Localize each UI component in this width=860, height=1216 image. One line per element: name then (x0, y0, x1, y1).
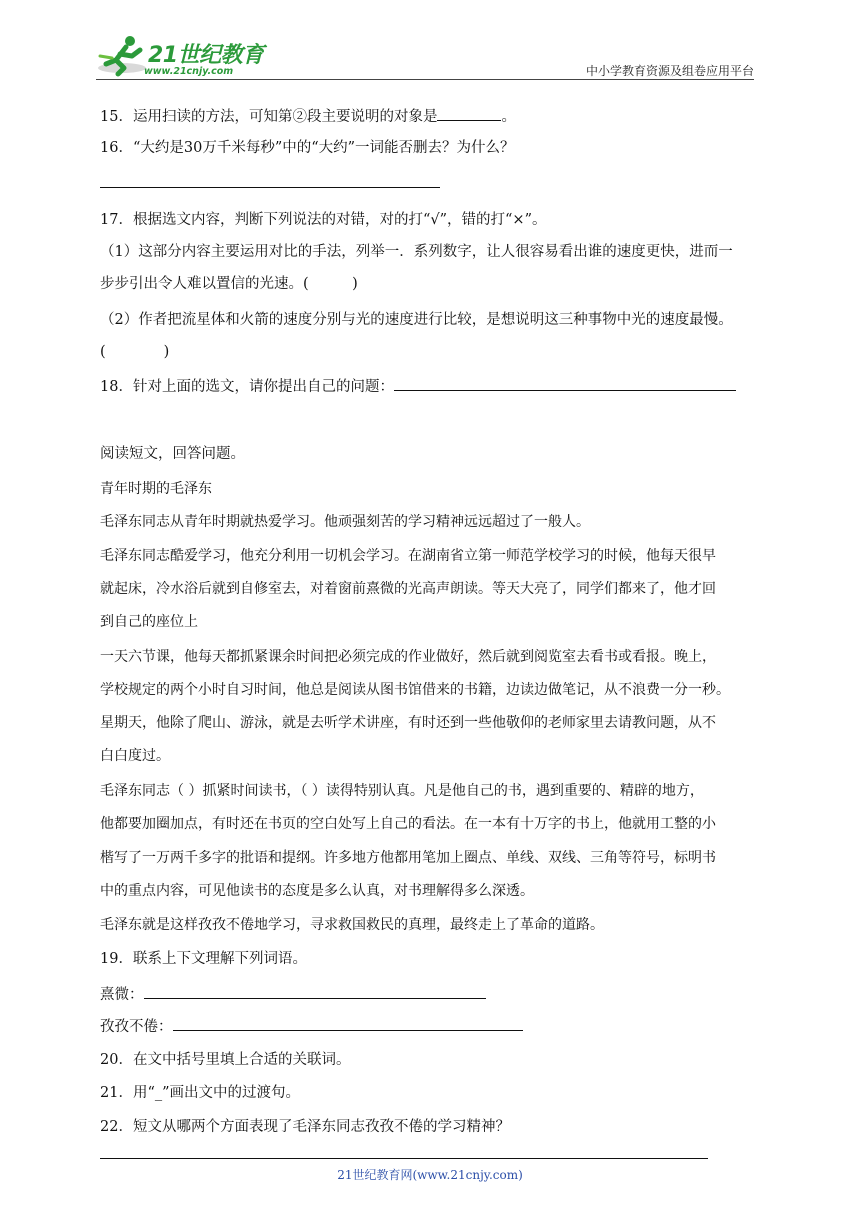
question-18 (100, 376, 736, 397)
question-17: 17．根据选文内容，判断下列说法的对错，对的打“√”，错的打“×”。 (100, 212, 547, 228)
term-zizibujuan: 孜孜不倦： (100, 1019, 173, 1035)
reading-instruction: 阅读短文，回答问题。 (100, 446, 245, 462)
passage-p2-line: 到自己的座位上 (100, 614, 198, 630)
answer-blank-zizibujuan[interactable] (173, 1016, 523, 1031)
passage-p3-line: 学校规定的两个小时自习时间，他总是阅读从图书馆借来的书籍，边读边做笔记，从不浪费一分一秒。 (100, 682, 730, 698)
passage-title: 青年时期的毛泽东 (100, 481, 212, 497)
question-17-2-line1: （2）作者把流星体和火箭的速度分别与光的速度进行比较，是想说明这三种事物中光的速度最慢。 (100, 312, 733, 328)
question-17-1-line2[interactable]: 步步引出令人难以置信的光速。( ) (100, 276, 358, 292)
header-divider (96, 79, 754, 80)
term-ximei: 熹微： (100, 987, 144, 1003)
passage-p3-line: 一天六节课，他每天都抓紧课余时间把必须完成的作业做好，然后就到阅览室去看书或看报。晚上， (100, 649, 716, 665)
logo-url: www.21cnjy.com (144, 66, 234, 77)
question-17-1-line1: （1）这部分内容主要运用对比的手法，列举一．系列数字，让人很容易看出谁的速度更快，进而一 (100, 244, 733, 260)
question-19-b (100, 1016, 523, 1037)
passage-p4-line: 他都要加圈加点，有时还在书页的空白处写上自己的看法。在一本有十万字的书上，他就用工整的小 (100, 816, 716, 832)
answer-blank-18[interactable] (394, 376, 736, 391)
question-16: 16．“大约是30万千米每秒”中的“大约”一词能否删去？为什么？ (100, 140, 515, 156)
footer-text[interactable]: 21世纪教育网(www.21cnjy.com) (337, 1168, 523, 1182)
question-15-end: 。 (501, 109, 516, 125)
question-20: 20．在文中括号里填上合适的关联词。 (100, 1052, 351, 1068)
question-15 (100, 106, 516, 127)
passage-p2-line: 毛泽东同志酷爱学习，他充分利用一切机会学习。在湖南省立第一师范学校学习的时候，他每天很早 (100, 548, 716, 564)
header-platform-text: 中小学教育资源及组卷应用平台 (585, 64, 754, 78)
question-21: 21．用“_”画出文中的过渡句。 (100, 1085, 301, 1101)
passage-p2-line: 就起床，冷水浴后就到自修室去，对着窗前熹微的光高声朗读。等天大亮了，同学们都来了，他才回 (100, 581, 716, 597)
question-19-a (100, 984, 486, 1005)
passage-p4-line: 楷写了一万两千多字的批语和提纲。许多地方他都用笔加上圈点、单线、双线、三角等符号，标明书 (100, 850, 716, 866)
passage-p3-line: 星期天，他除了爬山、游泳，就是去听学术讲座，有时还到一些他敬仰的老师家里去请教问题，从不 (100, 715, 716, 731)
answer-blank-ximei[interactable] (144, 984, 486, 999)
question-17-2-line2[interactable]: ( ) (100, 344, 170, 360)
passage-p4-line: 中的重点内容，可见他读书的态度是多么认真，对书理解得多么深透。 (100, 883, 534, 899)
answer-line-22[interactable] (100, 1158, 708, 1159)
passage-p4-line: 毛泽东同志（ ）抓紧时间读书，（ ）读得特别认真。凡是他自己的书，遇到重要的、精辟的地方， (100, 783, 704, 799)
logo-text: 21世纪教育 (148, 43, 264, 68)
passage-p3-line: 白白度过。 (100, 748, 170, 764)
passage-paragraph-1: 毛泽东同志从青年时期就热爱学习。他顽强刻苦的学习精神远远超过了一般人。 (100, 514, 590, 530)
question-15-text: 15．运用扫读的方法，可知第②段主要说明的对象是 (100, 109, 438, 125)
answer-blank-15[interactable] (437, 106, 501, 121)
question-22: 22．短文从哪两个方面表现了毛泽东同志孜孜不倦的学习精神？ (100, 1119, 510, 1135)
question-19: 19．联系上下文理解下列词语。 (100, 951, 307, 967)
passage-paragraph-5: 毛泽东就是这样孜孜不倦地学习，寻求救国救民的真理，最终走上了革命的道路。 (100, 917, 604, 933)
question-18-text: 18．针对上面的选文，请你提出自己的问题： (100, 379, 394, 395)
answer-line-16[interactable] (100, 187, 440, 188)
